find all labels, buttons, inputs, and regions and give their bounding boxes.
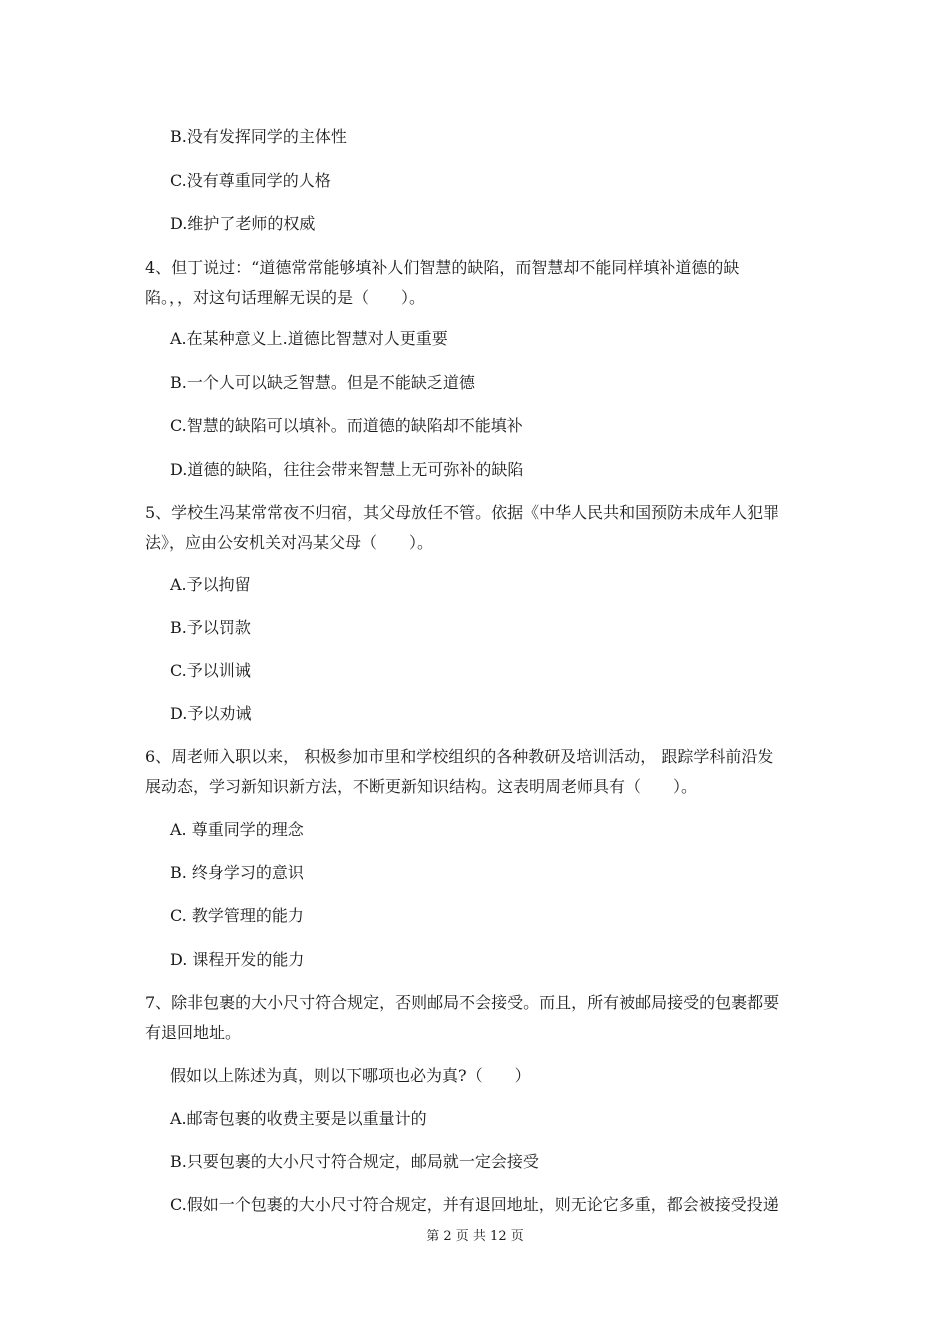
q6-stem-line1: 6、周老师入职以来， 积极参加市里和学校组织的各种教研及培训活动， 跟踪学科前沿发 [145,747,774,766]
q7-option-b: B.只要包裹的大小尺寸符合规定，邮局就一定会接受 [170,1152,539,1171]
q3-option-c: C.没有尊重同学的人格 [170,171,331,190]
q5-stem-line2: 法》，应由公安机关对冯某父母（ ）。 [145,533,434,552]
q5-option-b: B.予以罚款 [170,618,251,637]
q7-option-a: A.邮寄包裹的收费主要是以重量计的 [170,1109,427,1128]
q4-stem-line2: 陷。，，对这句话理解无误的是（ ）。 [145,288,426,307]
q6-option-a: A. 尊重同学的理念 [170,820,304,839]
q6-option-b: B. 终身学习的意识 [170,863,304,882]
q7-question-lead: 假如以上陈述为真，则以下哪项也必为真?（ ） [170,1066,531,1085]
q6-option-c: C. 教学管理的能力 [170,906,304,925]
q7-option-c: C.假如一个包裹的大小尺寸符合规定，并有退回地址，则无论它多重，都会被接受投递 [170,1195,779,1214]
q5-stem-line1: 5、学校生冯某常常夜不归宿，其父母放任不管。依据《中华人民共和国预防未成年人犯罪 [145,503,780,522]
q7-stem-line2: 有退回地址。 [145,1023,242,1042]
q3-option-b: B.没有发挥同学的主体性 [170,127,347,146]
q4-option-c: C.智慧的缺陷可以填补。而道德的缺陷却不能填补 [170,416,523,435]
q4-option-b: B.一个人可以缺乏智慧。但是不能缺乏道德 [170,373,475,392]
q7-stem-line1: 7、除非包裹的大小尺寸符合规定，否则邮局不会接受。而且，所有被邮局接受的包裹都要 [145,993,780,1012]
q5-option-d: D.予以劝诫 [170,704,252,723]
q5-option-a: A.予以拘留 [170,575,251,594]
q4-option-a: A.在某种意义上.道德比智慧对人更重要 [170,329,448,348]
q6-stem-line2: 展动态，学习新知识新方法，不断更新知识结构。这表明周老师具有（ ）。 [145,777,698,796]
q6-option-d: D. 课程开发的能力 [170,950,305,969]
q4-option-d: D.道德的缺陷，往往会带来智慧上无可弥补的缺陷 [170,460,524,479]
q4-stem-line1: 4、但丁说过：“道德常常能够填补人们智慧的缺陷，而智慧却不能同样填补道德的缺 [145,258,740,277]
q3-option-d: D.维护了老师的权威 [170,214,316,233]
q5-option-c: C.予以训诫 [170,661,251,680]
page-number-footer: 第 2 页 共 12 页 [426,1229,524,1244]
